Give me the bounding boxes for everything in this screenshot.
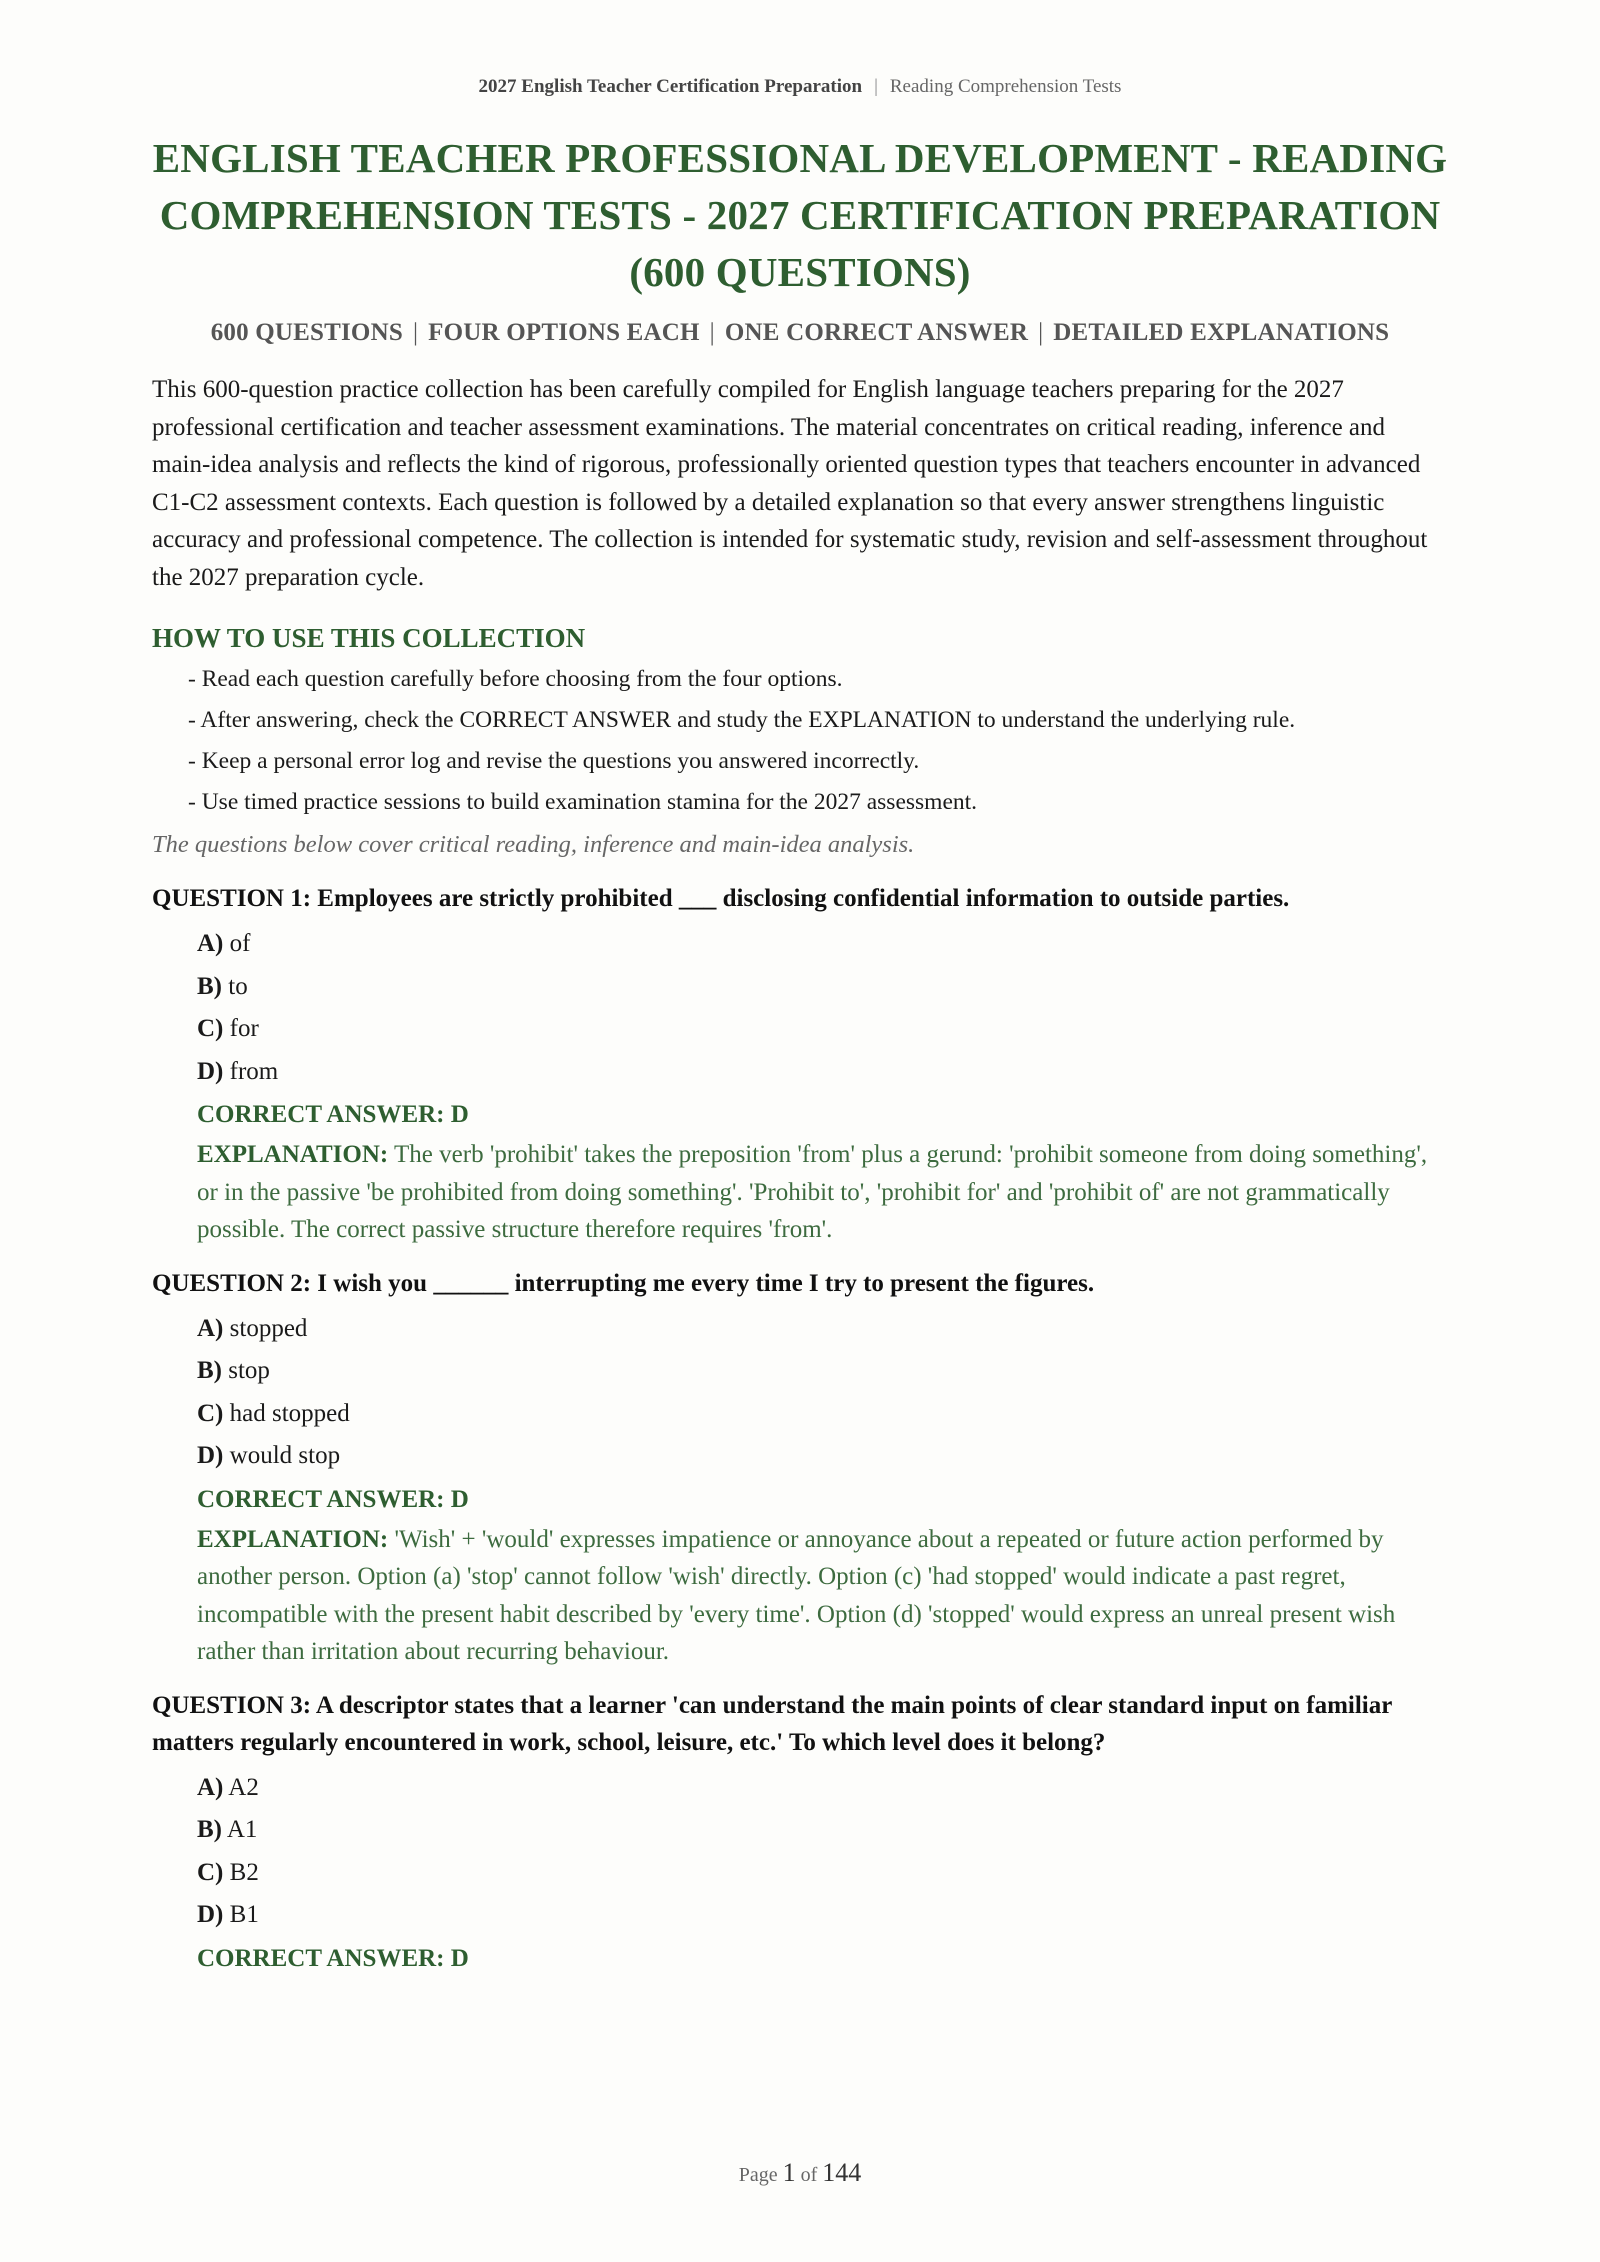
how-to-heading: HOW TO USE THIS COLLECTION <box>152 623 586 653</box>
option-text: A2 <box>228 1773 259 1801</box>
meta-item: DETAILED EXPLANATIONS <box>1053 319 1390 346</box>
page-word: Page <box>738 2164 778 2186</box>
option-item <box>197 1308 1448 1351</box>
option-item <box>197 923 1448 966</box>
option-text: B2 <box>229 1858 259 1886</box>
option-text: would stop <box>229 1442 341 1469</box>
option-text: A1 <box>226 1816 258 1843</box>
option-text: stopped <box>229 1314 308 1342</box>
meta-separator: | <box>709 319 715 346</box>
option-letter: B) <box>197 1357 222 1384</box>
option-item <box>197 1852 1448 1895</box>
option-letter: A) <box>197 930 224 957</box>
option-item <box>197 1435 1448 1478</box>
document-title: ENGLISH TEACHER PROFESSIONAL DEVELOPMENT - READING COMPREHENSION TESTS - 2027 CERTIFICATION PREPARATION (600 QUESTIONS) <box>152 135 1448 295</box>
how-to-item: - Read each question carefully before choosing from the four options. <box>188 666 843 692</box>
page-footer <box>0 2158 1600 2188</box>
option-item <box>197 1008 1448 1051</box>
explanation <box>197 1521 1448 1671</box>
question-stem: QUESTION 3: A descriptor states that a learner 'can understand the main points of clear standard input on familiar matters regularly encountered in work, school, leisure, etc.' To which level does it belong? <box>152 1691 1392 1756</box>
correct-answer: CORRECT ANSWER: D <box>197 1485 469 1513</box>
intro-paragraph: This 600-question practice collection has been carefully compiled for English language teachers preparing for the 2027 professional certification and teacher assessment examinations. The material concentrates on critical reading, inference and main-idea analysis and reflects the kind of rigorous, professionally oriented question types that teachers encounter in advanced C1-C2 assessment contexts. Each question is followed by a detailed explanation so that every answer strengthens linguistic accuracy and professional competence. The collection is intended for systematic study, revision and self-assessment throughout the 2027 preparation cycle. <box>152 376 1428 591</box>
question-block <box>152 1265 1448 1671</box>
option-letter: B) <box>197 972 222 1000</box>
option-item <box>197 1894 1448 1937</box>
option-text: had stopped <box>229 1399 350 1427</box>
running-header-separator: | <box>874 76 878 97</box>
option-item <box>197 1767 1448 1810</box>
correct-answer: CORRECT ANSWER: D <box>197 1101 469 1128</box>
explanation-text: 'Wish' + 'would' expresses impatience or annoyance about a repeated or future action performed by another person. Option (a) 'stop' cannot follow 'wish' directly. Option (c) 'had stopped' would indicate a past regret, incompatible with the present habit described by 'every time'. Option (d) 'stopped' would express an unreal present wish rather than irritation about recurring behaviour. <box>197 1525 1396 1665</box>
explanation-label: EXPLANATION: <box>197 1525 389 1553</box>
meta-separator: | <box>412 319 419 346</box>
running-header-section: Reading Comprehension Tests <box>889 76 1122 97</box>
explanation-label: EXPLANATION: <box>197 1141 389 1168</box>
running-header <box>0 76 1600 98</box>
option-text: stop <box>228 1357 270 1384</box>
option-letter: A) <box>197 1773 224 1801</box>
meta-separator: | <box>1038 319 1044 346</box>
meta-item: FOUR OPTIONS EACH <box>428 319 700 346</box>
question-stem: QUESTION 1: Employees are strictly prohibited ___ disclosing confidential information to outside parties. <box>152 885 1290 912</box>
option-item <box>197 1051 1448 1094</box>
option-letter: A) <box>197 1314 224 1342</box>
of-word: of <box>800 2164 818 2186</box>
option-text: B1 <box>229 1901 259 1928</box>
option-item <box>197 1393 1448 1436</box>
meta-item: ONE CORRECT ANSWER <box>724 319 1029 346</box>
meta-item: 600 QUESTIONS <box>210 319 403 346</box>
running-header-title: 2027 English Teacher Certification Preparation <box>478 76 863 97</box>
how-to-item: - After answering, check the CORRECT ANSWER and study the EXPLANATION to understand the underlying rule. <box>188 707 1296 733</box>
question-block <box>152 1687 1448 1980</box>
option-letter: D) <box>197 1057 224 1085</box>
option-letter: D) <box>197 1442 224 1469</box>
option-item <box>197 1350 1448 1393</box>
meta-line <box>152 319 1448 347</box>
how-to-item: - Keep a personal error log and revise the questions you answered incorrectly. <box>188 748 920 774</box>
how-to-item: - Use timed practice sessions to build examination stamina for the 2027 assessment. <box>188 789 978 815</box>
how-to-list <box>152 662 1448 820</box>
question-stem: QUESTION 2: I wish you ______ interrupting me every time I try to present the figures. <box>152 1269 1095 1297</box>
coverage-note: The questions below cover critical reading, inference and main-idea analysis. <box>152 831 915 858</box>
option-text: to <box>228 972 248 1000</box>
option-letter: C) <box>197 1399 224 1427</box>
option-letter: D) <box>197 1901 224 1928</box>
option-text: from <box>229 1057 279 1085</box>
correct-answer: CORRECT ANSWER: D <box>197 1944 469 1972</box>
option-text: for <box>229 1015 259 1042</box>
option-item <box>197 966 1448 1009</box>
option-list <box>152 1308 1448 1478</box>
question-block <box>152 880 1448 1249</box>
option-text: of <box>229 930 251 957</box>
option-letter: C) <box>197 1015 224 1042</box>
explanation <box>197 1136 1448 1249</box>
option-list <box>152 923 1448 1093</box>
page-content <box>152 130 1448 1980</box>
option-letter: C) <box>197 1858 224 1886</box>
explanation-text: The verb 'prohibit' takes the preposition 'from' plus a gerund: 'prohibit someone from doing something', or in the passive 'be prohibited from doing something'. 'Prohibit to', 'prohibit for' and 'prohibit of' are not grammatically possible. The correct passive structure therefore requires 'from'. <box>197 1141 1428 1243</box>
option-list <box>152 1767 1448 1937</box>
page-number: 1 <box>782 2158 796 2187</box>
option-letter: B) <box>197 1816 222 1843</box>
total-pages: 144 <box>822 2158 862 2187</box>
option-item <box>197 1809 1448 1852</box>
